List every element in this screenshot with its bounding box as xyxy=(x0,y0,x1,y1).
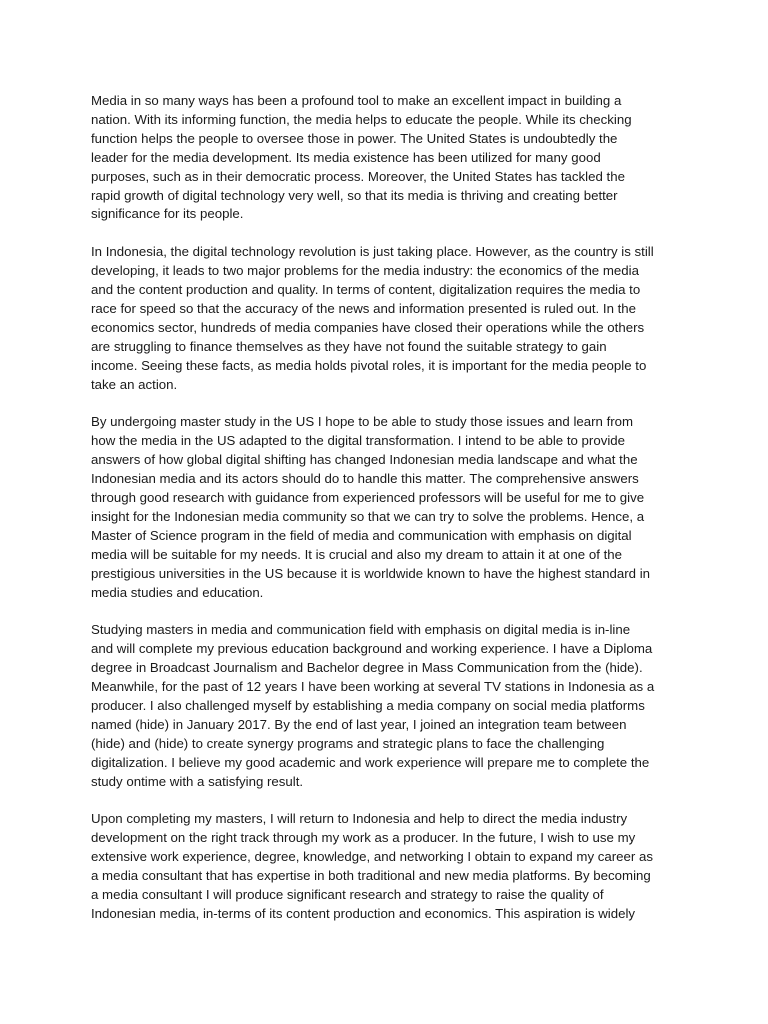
text-line: answers of how global digital shifting has changed Indonesian media landscape and what the xyxy=(91,452,638,468)
text-line: through good research with guidance from experienced professors will be useful for me to give xyxy=(91,490,645,505)
text-line: producer. I also challenged myself by establishing a media company on social media platforms xyxy=(91,697,645,713)
text-line: and will complete my previous education background and working experience. I have a Diploma xyxy=(91,641,653,657)
paragraph-2 xyxy=(91,243,691,394)
text-line: Indonesian media, in-terms of its content production and economics. This aspiration is widely xyxy=(91,905,636,921)
text-line: leader for the media development. Its media existence has been utilized for many good xyxy=(91,149,601,165)
text-line: rapid growth of digital technology very well, so that its media is thriving and creating better xyxy=(91,187,618,203)
text-line: named (hide) in January 2017. By the end of last year, I joined an integration team between xyxy=(91,716,627,732)
text-line: insight for the Indonesian media community so that we can try to solve the problems. Hence, a xyxy=(91,508,645,524)
text-line: prestigious universities in the US because it is worldwide known to have the highest standard in xyxy=(91,565,651,581)
paragraph-1 xyxy=(91,92,691,224)
text-line: digitalization. I believe my good academic and work experience will prepare me to complete the xyxy=(91,754,650,770)
text-line: income. Seeing these facts, as media holds pivotal roles, it is important for the media people to xyxy=(91,357,647,373)
text-line: developing, it leads to two major problems for the media industry: the economics of the media xyxy=(91,263,639,279)
text-line: Indonesian media and its actors should do to handle this matter. The comprehensive answers xyxy=(91,471,639,487)
text-line: nation. With its informing function, the media helps to educate the people. While its checking xyxy=(91,111,632,127)
document-body xyxy=(91,92,691,943)
paragraph-4 xyxy=(91,621,691,791)
paragraph-3 xyxy=(91,413,691,602)
text-line: Meanwhile, for the past of 12 years I have been working at several TV stations in Indonesia as a xyxy=(91,679,655,695)
text-line: economics sector, hundreds of media companies have closed their operations while the others xyxy=(91,319,645,335)
text-line: take an action. xyxy=(91,376,178,392)
text-line: a media consultant that has expertise in both traditional and new media platforms. By becoming xyxy=(91,868,651,884)
text-line: a media consultant I will produce significant research and strategy to raise the quality of xyxy=(91,887,604,902)
text-line: purposes, such as in their democratic process. Moreover, the United States has tackled the xyxy=(91,168,625,184)
text-line: media studies and education. xyxy=(91,584,264,600)
text-line: how the media in the US adapted to the digital transformation. I intend to be able to provide xyxy=(91,433,626,449)
text-line: Master of Science program in the field of media and communication with emphasis on digital xyxy=(91,527,632,543)
text-line: Studying masters in media and communication field with emphasis on digital media is in-line xyxy=(91,622,631,638)
text-line: race for speed so that the accuracy of the news and information presented is ruled out. In the xyxy=(91,300,637,316)
text-line: function helps the people to oversee those in power. The United States is undoubtedly the xyxy=(91,130,618,146)
text-line: media will be suitable for my needs. It is crucial and also my dream to attain it at one of the xyxy=(91,546,622,562)
text-line: degree in Broadcast Journalism and Bachelor degree in Mass Communication from the (hide). xyxy=(91,660,643,676)
text-line: In Indonesia, the digital technology revolution is just taking place. However, as the country is still xyxy=(91,244,654,260)
text-line: By undergoing master study in the US I hope to be able to study those issues and learn from xyxy=(91,414,634,430)
paragraph-5 xyxy=(91,810,691,923)
text-line: (hide) and (hide) to create synergy programs and strategic plans to face the challenging xyxy=(91,735,605,751)
text-line: Upon completing my masters, I will return to Indonesia and help to direct the media industry xyxy=(91,811,628,827)
text-line: study ontime with a satisfying result. xyxy=(91,773,304,789)
text-line: extensive work experience, degree, knowledge, and networking I obtain to expand my career as xyxy=(91,849,653,865)
text-line: are struggling to finance themselves as they have not found the suitable strategy to gain xyxy=(91,338,607,354)
text-line: significance for its people. xyxy=(91,206,244,222)
text-line: development on the right track through my work as a producer. In the future, I wish to use my xyxy=(91,830,636,846)
text-line: Media in so many ways has been a profound tool to make an excellent impact in building a xyxy=(91,93,622,108)
text-line: and the content production and quality. In terms of content, digitalization requires the media to xyxy=(91,282,641,298)
